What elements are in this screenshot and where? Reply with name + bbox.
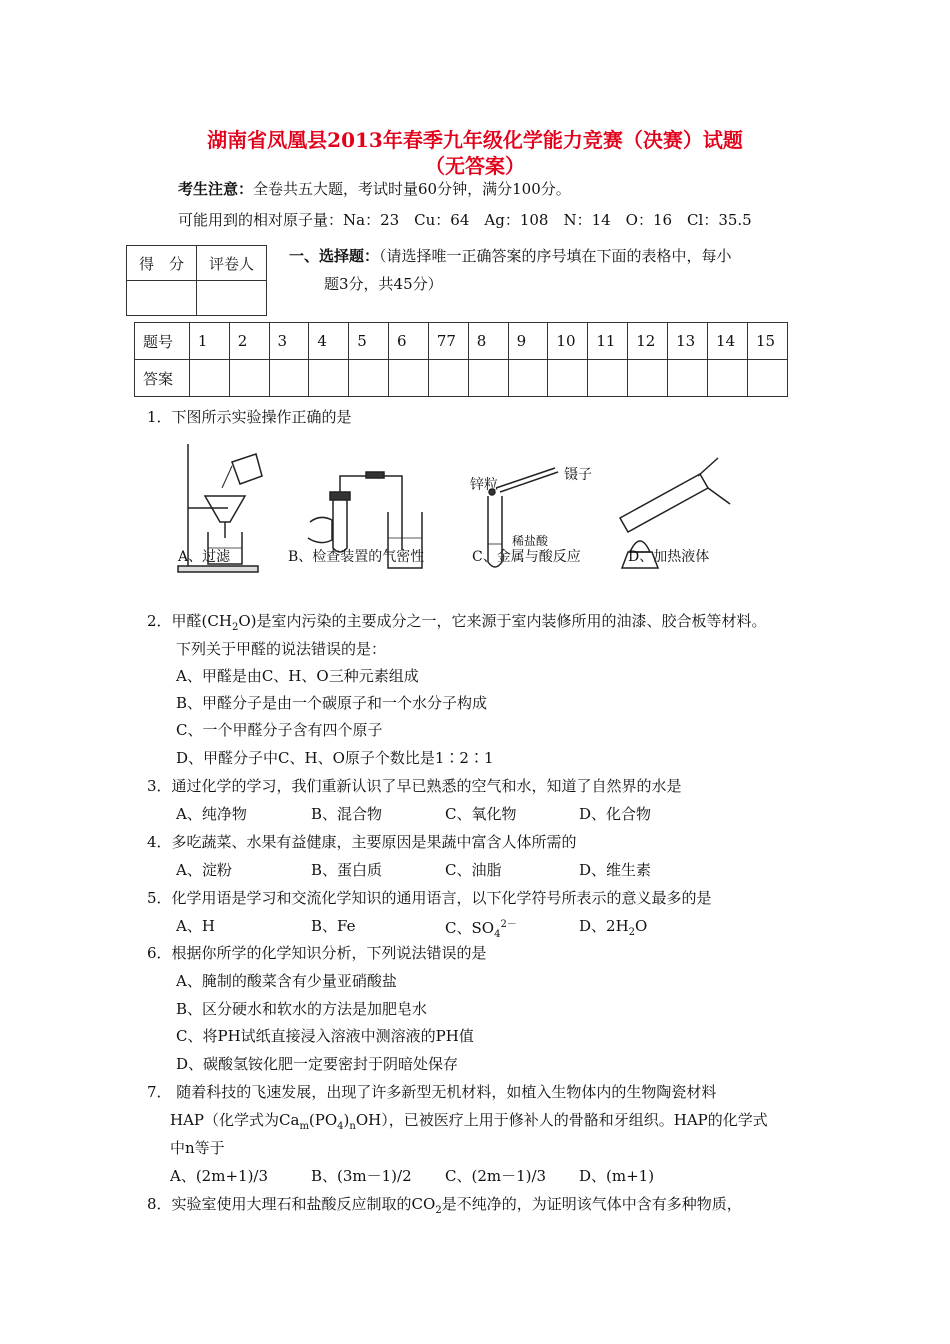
- section1-heading-line: [289, 245, 732, 266]
- section1-heading: 一、选择题：: [289, 247, 380, 265]
- answer-table-answer-cell[interactable]: [389, 360, 429, 397]
- q2-option-d: D、甲醛分子中C、H、O原子个数比是1∶2∶1: [176, 749, 494, 767]
- score-box: [126, 245, 267, 316]
- q5-option-c: C、$SO_4^{2-}$: [445, 919, 517, 940]
- fig-label-tweezers: 镊子: [564, 467, 592, 483]
- q7-option-b: B、(3m－1)/2: [311, 1167, 412, 1185]
- q5-option-d: D、$2H_2O$: [579, 917, 648, 938]
- grader-cell[interactable]: [197, 281, 267, 316]
- answer-table-answer-cell[interactable]: [428, 360, 468, 397]
- q4-option-a: A、淀粉: [176, 861, 232, 879]
- q3-option-c: C、氧化物: [445, 805, 517, 823]
- notice-label: 考生注意：: [178, 180, 254, 198]
- answer-table-number-cell: 77: [428, 323, 468, 360]
- q3-option-b: B、混合物: [311, 805, 383, 823]
- answer-table-answer-cell[interactable]: [668, 360, 708, 397]
- q1-option-b: B、检查装置的气密性: [288, 549, 425, 565]
- q3-option-a: A、纯净物: [176, 805, 247, 823]
- q3-stem: 3．通过化学的学习，我们重新认识了早已熟悉的空气和水，知道了自然界的水是: [147, 777, 682, 795]
- q6-option-c: C、将PH试纸直接浸入溶液中测溶液的PH值: [176, 1027, 474, 1045]
- answer-table-number-cell: 2: [229, 323, 269, 360]
- answer-table-answer-cell[interactable]: [708, 360, 748, 397]
- q1-stem: 1．下图所示实验操作正确的是: [147, 408, 352, 426]
- answer-table-number-cell: 5: [349, 323, 389, 360]
- q2-option-b: B、甲醛分子是由一个碳原子和一个水分子构成: [176, 694, 488, 712]
- answer-table-number-cell: 9: [508, 323, 548, 360]
- answer-table-answer-cell[interactable]: [628, 360, 668, 397]
- answer-table-answer-cell[interactable]: [508, 360, 548, 397]
- answer-table-answer-cell[interactable]: [548, 360, 588, 397]
- answer-table: [134, 322, 788, 397]
- q5-option-b: B、Fe: [311, 917, 356, 935]
- q2-stem: 2．甲醛$(CH_2O)$是室内污染的主要成分之一，它来源于室内装修所用的油漆、胶合板等材料。: [147, 612, 767, 633]
- q1-figure: [170, 440, 770, 580]
- q8-stem: 8．实验室使用大理石和盐酸反应制取的$CO_2$是不纯净的，为证明该气体中含有多种物质，: [147, 1195, 742, 1216]
- answer-table-answer-cell[interactable]: [269, 360, 309, 397]
- answer-table-number-cell: 15: [747, 323, 787, 360]
- q7-option-d: D、(m+1): [579, 1167, 655, 1185]
- q4-option-b: B、蛋白质: [311, 861, 383, 879]
- answer-table-answer-cell[interactable]: [309, 360, 349, 397]
- q7-option-a: A、(2m+1)/3: [170, 1167, 269, 1185]
- q7-stem-line2: HAP（化学式为$Ca_m(PO_4)_nOH$），已被医疗上用于修补人的骨骼和牙组织。HAP的化学式: [170, 1111, 768, 1132]
- answer-table-answer-header: 答案: [135, 360, 190, 397]
- answer-table-number-cell: 8: [468, 323, 508, 360]
- answer-table-number-cell: 13: [668, 323, 708, 360]
- atomic-masses: 可能用到的相对原子量：Na：23 Cu：64 Ag：108 N：14 O：16 Cl：35.5: [178, 211, 752, 229]
- answer-table-answer-cell[interactable]: [349, 360, 389, 397]
- answer-table-number-cell: 3: [269, 323, 309, 360]
- score-label: 得 分: [127, 246, 197, 281]
- answer-table-number-cell: 1: [189, 323, 229, 360]
- notice-line: [178, 178, 571, 199]
- q1-option-a: A、过滤: [178, 549, 231, 565]
- title-line1: 湖南省凤凰县2013年春季九年级化学能力竞赛（决赛）试题: [207, 128, 743, 152]
- answer-table-answer-cell[interactable]: [747, 360, 787, 397]
- q1-option-d: D、加热液体: [628, 549, 710, 565]
- q4-option-d: D、维生素: [579, 861, 652, 879]
- q4-option-c: C、油脂: [445, 861, 502, 879]
- q2-option-c: C、一个甲醛分子含有四个原子: [176, 721, 383, 739]
- q5-option-a: A、H: [176, 917, 215, 935]
- answer-table-answer-cell[interactable]: [229, 360, 269, 397]
- answer-table-answer-cell[interactable]: [189, 360, 229, 397]
- q1-option-c: C、金属与酸反应: [472, 549, 581, 565]
- title-line2: （无答案）: [425, 154, 525, 178]
- answer-table-number-cell: 6: [389, 323, 429, 360]
- grader-label: 评卷人: [197, 246, 267, 281]
- q5-stem: 5．化学用语是学习和交流化学知识的通用语言，以下化学符号所表示的意义最多的是: [147, 889, 712, 907]
- q6-stem: 6．根据你所学的化学知识分析，下列说法错误的是: [147, 944, 487, 962]
- answer-table-answer-cell[interactable]: [468, 360, 508, 397]
- q6-option-b: B、区分硬水和软水的方法是加肥皂水: [176, 1000, 428, 1018]
- q7-option-c: C、(2m－1)/3: [445, 1167, 547, 1185]
- section1-instruction: （请选择唯一正确答案的序号填在下面的表格中，每小: [379, 247, 732, 265]
- section1-instruction-2: 题3分，共45分）: [324, 275, 443, 293]
- fig-label-zinc: 锌粒: [470, 477, 498, 493]
- q2-option-a: A、甲醛是由C、H、O三种元素组成: [176, 667, 419, 685]
- answer-table-number-cell: 11: [588, 323, 628, 360]
- q6-option-a: A、腌制的酸菜含有少量亚硝酸盐: [176, 972, 397, 990]
- answer-table-number-cell: 4: [309, 323, 349, 360]
- answer-table-number-header: 题号: [135, 323, 190, 360]
- q3-option-d: D、化合物: [579, 805, 652, 823]
- q4-stem: 4．多吃蔬菜、水果有益健康，主要原因是果蔬中富含人体所需的: [147, 833, 577, 851]
- notice-text: 全卷共五大题，考试时量60分钟，满分100分。: [253, 180, 571, 198]
- q7-stem: 7． 随着科技的飞速发展，出现了许多新型无机材料，如植入生物体内的生物陶瓷材料: [147, 1083, 717, 1101]
- answer-table-number-cell: 12: [628, 323, 668, 360]
- answer-table-answer-cell[interactable]: [588, 360, 628, 397]
- answer-table-number-cell: 10: [548, 323, 588, 360]
- q2-stem-line2: 下列关于甲醛的说法错误的是：: [176, 640, 387, 658]
- score-cell[interactable]: [127, 281, 197, 316]
- fig-label-acid: 稀盐酸: [512, 534, 549, 548]
- answer-table-number-cell: 14: [708, 323, 748, 360]
- q7-stem-line3: 中n等于: [170, 1139, 225, 1157]
- q6-option-d: D、碳酸氢铵化肥一定要密封于阴暗处保存: [176, 1055, 459, 1073]
